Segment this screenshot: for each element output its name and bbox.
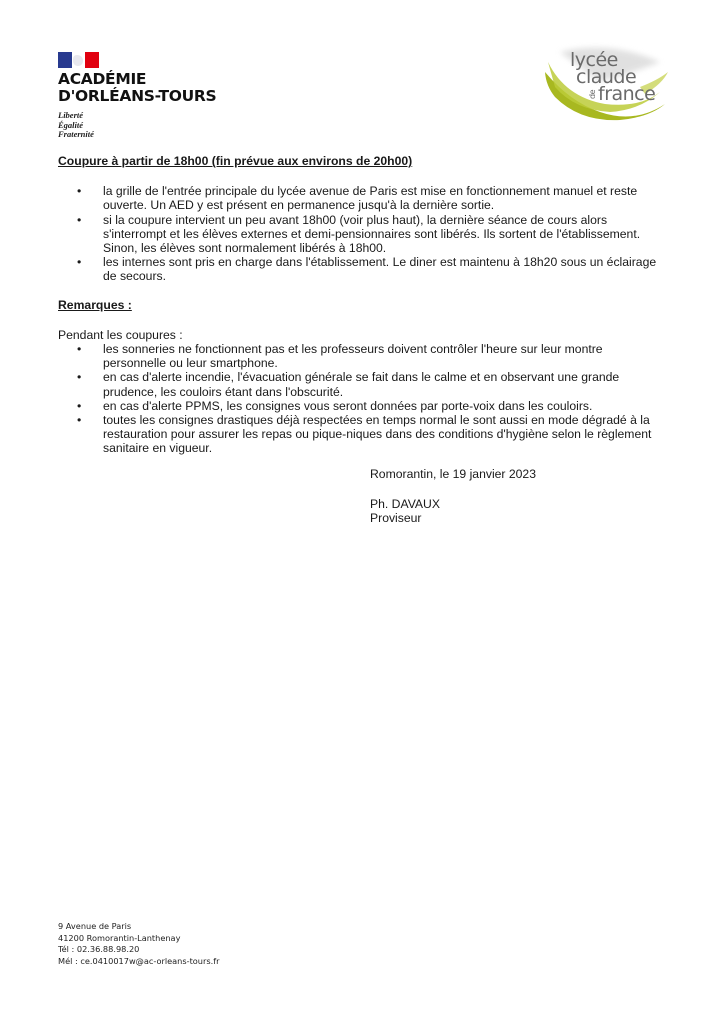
motto-fraternite: Fraternité xyxy=(58,129,94,139)
section1-heading: Coupure à partir de 18h00 (fin prévue aux environs de 20h00) xyxy=(58,154,413,168)
motto-egalite: Égalité xyxy=(58,119,84,130)
logo-text-de: de xyxy=(588,90,597,99)
document-body xyxy=(58,154,668,456)
logo-text-france: france xyxy=(598,83,656,105)
list-item: • en cas d'alerte PPMS, les consignes vous seront données par porte-voix dans les couloirs. xyxy=(58,399,668,413)
section2-heading: Remarques : xyxy=(58,297,132,312)
section1-list xyxy=(58,184,668,283)
logo-text-claude: claude xyxy=(576,66,637,88)
flag-white-marianne xyxy=(72,52,85,68)
list-item: • en cas d'alerte incendie, l'évacuation générale se fait dans le calme et en observant une grande prudence, les couloirs étant dans l'obscurité. xyxy=(58,370,668,398)
academie-line1: ACADÉMIE xyxy=(58,70,147,88)
marianne-flag-logo xyxy=(58,52,99,68)
section2-list xyxy=(58,342,668,456)
list-item: • les sonneries ne fonctionnent pas et les professeurs doivent contrôler l'heure sur leur montre personnelle ou leur smartphone. xyxy=(58,342,668,370)
section2-intro: Pendant les coupures : xyxy=(58,327,183,342)
list-item: • la grille de l'entrée principale du lycée avenue de Paris est mise en fonctionnement manuel et reste ouverte. Un AED y est présent en permanence jusqu'à la dernière sortie. xyxy=(58,184,668,212)
list-item: • si la coupure intervient un peu avant 18h00 (voir plus haut), la dernière séance de cours alors s'interrompt et les élèves externes et demi-pensionnaires sont libérés. Ils sortent de l'établissement. Sinon, les élèves sont normalement libérés à 18h00. xyxy=(58,213,668,256)
footer-city: 41200 Romorantin-Lanthenay xyxy=(58,932,181,943)
flag-red xyxy=(85,52,99,68)
academie-name xyxy=(58,71,216,105)
flag-blue xyxy=(58,52,72,68)
footer-address: 9 Avenue de Paris xyxy=(58,921,132,931)
place-date: Romorantin, le 19 janvier 2023 xyxy=(370,467,536,481)
footer-email: Mél : ce.0410017w@ac-orleans-tours.fr xyxy=(58,955,220,966)
motto-liberte: Liberté xyxy=(58,110,84,120)
footer-phone: Tél : 02.36.88.98.20 xyxy=(58,944,140,954)
list-item: • toutes les consignes drastiques déjà respectées en temps normal le sont aussi en mode dégradé à la restauration pour assurer les repas ou pique-niques dans des conditions d'hygiène selon le règlement sanitaire en vigueur. xyxy=(58,413,668,456)
lycee-logo-text xyxy=(570,49,656,105)
academie-line2: D'ORLÉANS-TOURS xyxy=(58,87,217,105)
list-item: • les internes sont pris en charge dans l'établissement. Le diner est maintenu à 18h20 sous un éclairage de secours. xyxy=(58,255,668,283)
republic-motto xyxy=(58,111,94,140)
signatory-title: Proviseur xyxy=(370,511,422,526)
signatory-name: Ph. DAVAUX xyxy=(370,497,440,512)
footer-contact xyxy=(58,921,219,967)
signature-block xyxy=(370,467,536,526)
logo-text-lycee: lycée xyxy=(570,49,618,71)
